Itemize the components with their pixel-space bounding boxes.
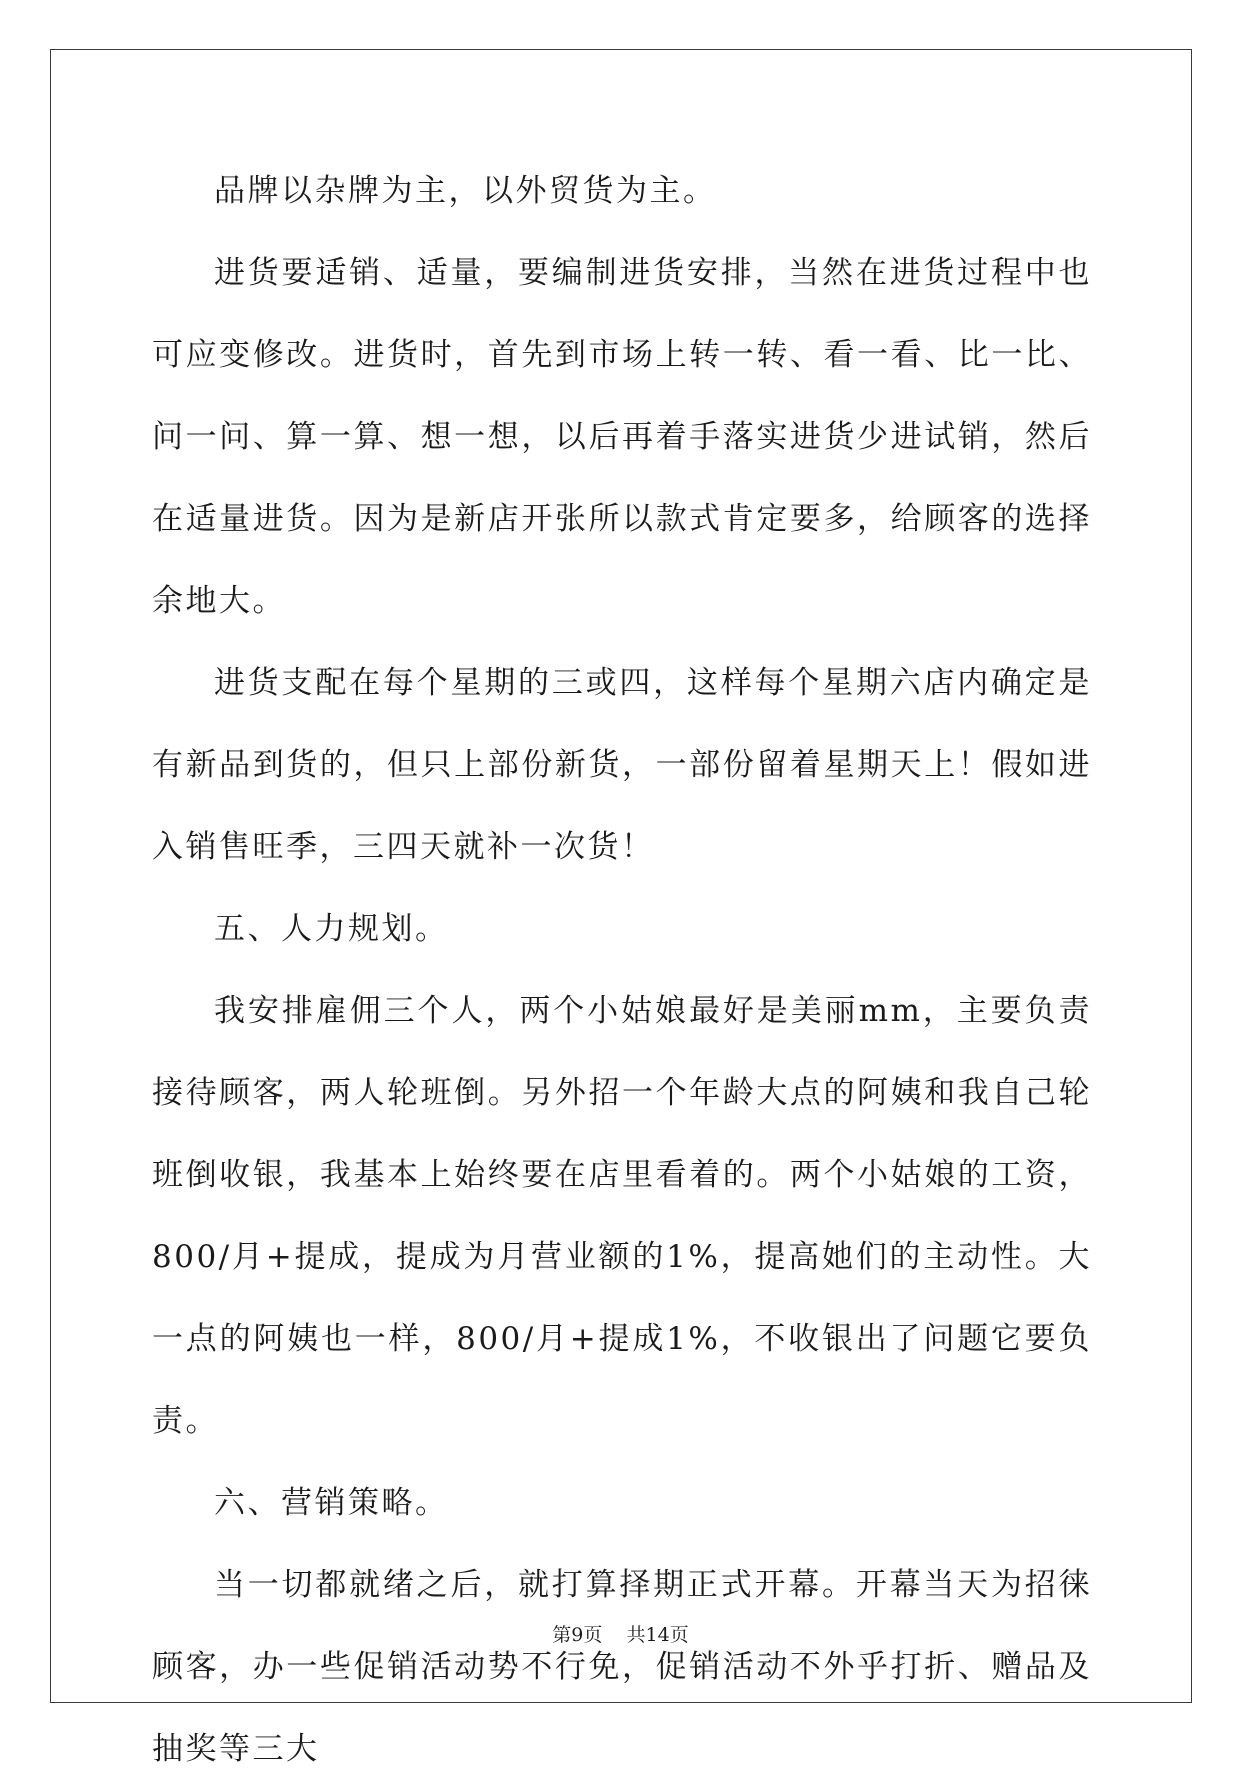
footer-gap xyxy=(602,1624,626,1646)
page-footer xyxy=(0,1620,1241,1647)
section-heading-marketing: 六、营销策略。 xyxy=(214,1485,449,1521)
document-body xyxy=(152,150,1092,1790)
section-heading-staffing: 五、人力规划。 xyxy=(214,911,449,947)
paragraph-purchasing: 进货要适销、适量，要编制进货安排，当然在进货过程中也可应变修改。进货时，首先到市场上转一转、看一看、比一比、问一问、算一算、想一想，以后再着手落实进货少进试销，然后在适量进货。因为是新店开张所以款式肯定要多，给顾客的选择余地大。 xyxy=(152,255,1092,619)
page-number: 第9页 xyxy=(552,1624,603,1646)
paragraph-restock-schedule: 进货支配在每个星期的三或四，这样每个星期六店内确定是有新品到货的，但只上部份新货，一部份留着星期天上！假如进入销售旺季，三四天就补一次货！ xyxy=(152,665,1092,865)
paragraph-staffing: 我安排雇佣三个人，两个小姑娘最好是美丽mm，主要负责接待顾客，两人轮班倒。另外招一个年龄大点的阿姨和我自己轮班倒收银，我基本上始终要在店里看着的。两个小姑娘的工资，800/月+提成，提成为月营业额的1%，提高她们的主动性。大一点的阿姨也一样，800/月+提成1%，不收银出了问题它要负责。 xyxy=(152,993,1092,1439)
paragraph-brand: 品牌以杂牌为主，以外贸货为主。 xyxy=(214,173,717,209)
page-total: 共14页 xyxy=(626,1624,689,1646)
paragraph-marketing: 当一切都就绪之后，就打算择期正式开幕。开幕当天为招徕顾客，办一些促销活动势不行免，促销活动不外乎打折、赠品及抽奖等三大 xyxy=(152,1567,1092,1767)
